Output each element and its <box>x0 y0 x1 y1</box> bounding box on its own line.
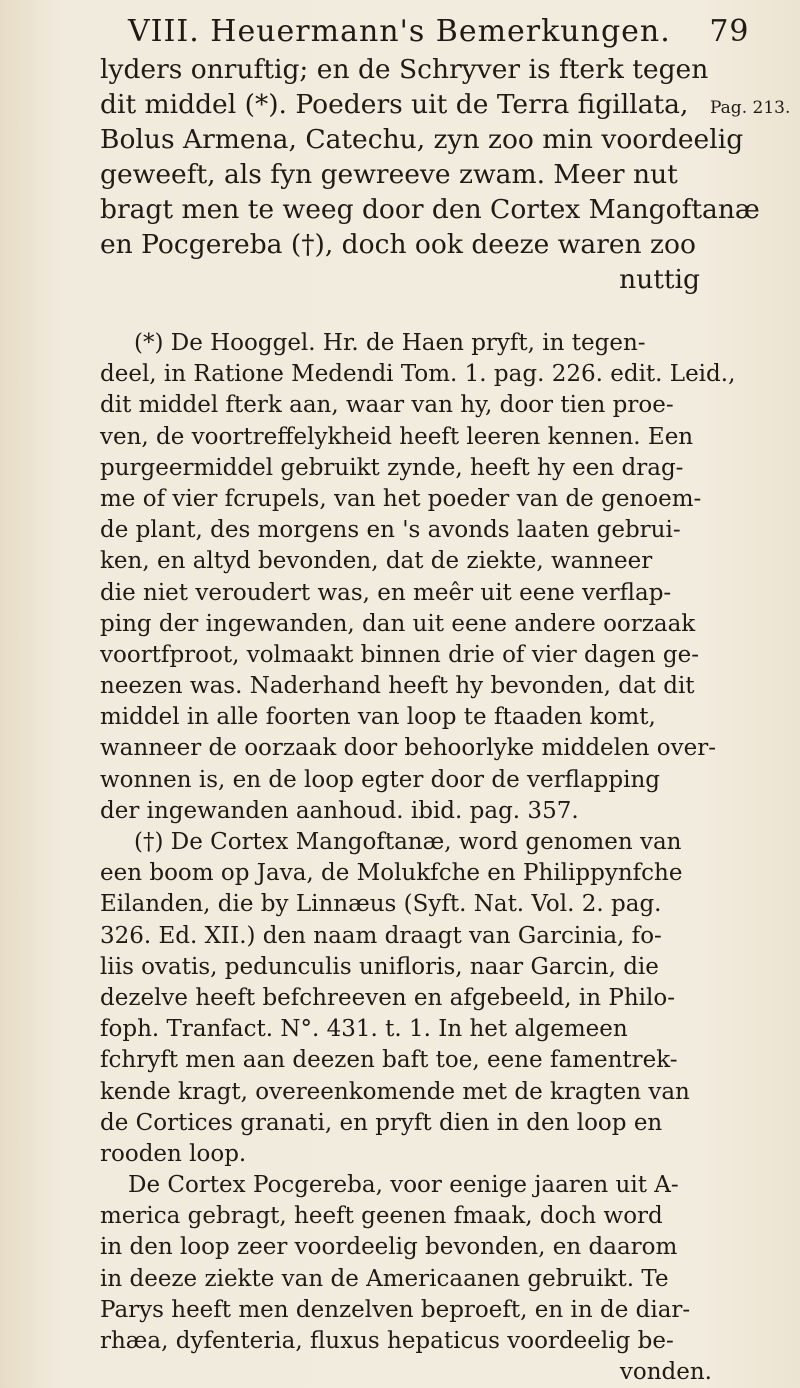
note-line: rhæa, dyfenteria, fluxus hepaticus voordeelig be- <box>100 1328 674 1354</box>
main-line: Bolus Armena, Catechu, zyn zoo min voordeelig <box>100 124 744 155</box>
note-line: Eilanden, die by Linnæus (Syft. Nat. Vol. 2. pag. <box>100 891 662 918</box>
note-line: der ingewanden aanhoud. ibid. pag. 357. <box>100 797 579 824</box>
note-line: wonnen is, en de loop egter door de verflapping <box>100 766 660 793</box>
main-line: bragt men te weeg door den Cortex Mangoftanæ <box>100 194 760 225</box>
main-line: geweeft, als fyn gewreeve zwam. Meer nut <box>100 159 678 190</box>
note-line: merica gebragt, heeft geenen fmaak, doch word <box>100 1203 663 1230</box>
note-line: dit middel fterk aan, waar van hy, door tien proe- <box>100 392 674 419</box>
note-line: liis ovatis, pedunculis unifloris, naar Garcin, die <box>100 953 659 980</box>
note-line: die niet veroudert was, en meêr uit eene verflap- <box>100 579 672 606</box>
main-line: dit middel (*). Poeders uit de Terra figillata, <box>100 89 689 120</box>
main-line: lyders onruftig; en de Schryver is fterk tegen <box>100 54 709 85</box>
note-line: (*) De Hooggel. Hr. de Haen pryft, in tegen- <box>134 330 646 356</box>
note-line: rooden loop. <box>100 1140 247 1167</box>
note-line: in deeze ziekte van de Americaanen gebruikt. Te <box>100 1265 669 1292</box>
note-line: kende kragt, overeenkomende met de kragten van <box>100 1078 690 1105</box>
note-line: vonden. <box>619 1359 712 1386</box>
page-number: 79 <box>709 14 750 49</box>
note-line: Parys heeft men denzelven beproeft, en in de diar- <box>100 1296 691 1323</box>
note-line: ven, de voortreffelykheid heeft leeren kennen. Een <box>100 423 694 450</box>
note-line: me of vier fcrupels, van het poeder van de genoem- <box>100 485 702 512</box>
note-line: in den loop zeer voordeelig bevonden, en daarom <box>100 1234 678 1261</box>
note-line: purgeermiddel gebruikt zynde, heeft hy een drag- <box>100 454 684 481</box>
note-line: deel, in Ratione Medendi Tom. 1. pag. 226. edit. Leid., <box>100 361 736 388</box>
note-line: (†) De Cortex Mangoftanæ, word genomen van <box>134 829 682 855</box>
catchword: nuttig <box>619 264 700 295</box>
note-line: neezen was. Naderhand heeft hy bevonden, dat dit <box>100 673 695 700</box>
main-line: en Pocgereba (†), doch ook deeze waren zoo <box>100 229 696 260</box>
note-line: ping der ingewanden, dan uit eene andere oorzaak <box>100 610 696 637</box>
note-line: 326. Ed. XII.) den naam draagt van Garcinia, fo- <box>100 922 662 949</box>
note-line: ken, en altyd bevonden, dat de ziekte, wanneer <box>100 548 653 575</box>
note-line: de plant, des morgens en 's avonds laaten gebrui- <box>100 517 681 544</box>
note-line: wanneer de oorzaak door behoorlyke middelen over- <box>100 735 716 762</box>
note-line: een boom op Java, de Molukfche en Philippynfche <box>100 860 683 887</box>
note-line: de Cortices granati, en pryft dien in den loop en <box>100 1109 663 1136</box>
note-line: fchryft men aan deezen baft toe, eene famentrek- <box>100 1047 678 1074</box>
header-title: VIII. Heuermann's Bemerkungen. <box>128 14 671 49</box>
note-line: middel in alle foorten van loop te ftaaden komt, <box>100 704 656 731</box>
footnotes <box>100 328 736 1388</box>
running-header <box>128 14 768 49</box>
note-line: foph. Tranfact. N°. 431. t. 1. In het algemeen <box>100 1016 628 1043</box>
note-line: dezelve heeft befchreeven en afgebeeld, in Philo- <box>100 984 675 1011</box>
note-line: De Cortex Pocgereba, voor eenige jaaren uit A- <box>128 1172 679 1199</box>
note-line: voortfproot, volmaakt binnen drie of vier dagen ge- <box>100 641 700 668</box>
margin-page-reference: Pag. 213. <box>710 98 791 118</box>
